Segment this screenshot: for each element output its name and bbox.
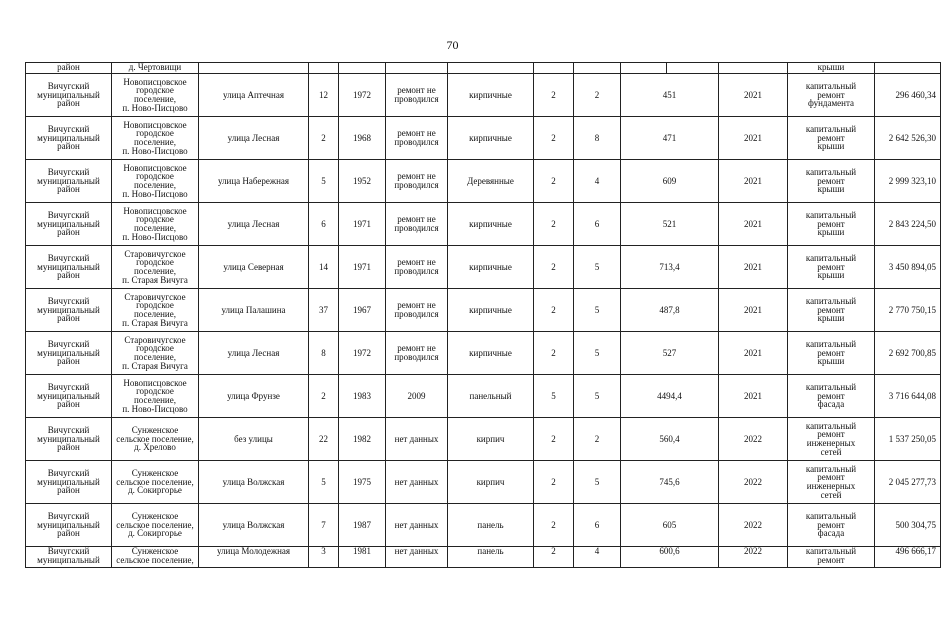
table-cell: кирпичные bbox=[448, 117, 534, 160]
table-cell bbox=[875, 63, 941, 74]
table-row bbox=[26, 160, 941, 203]
table-cell: 1972 bbox=[339, 74, 386, 117]
table-cell: улица Аптечная bbox=[199, 74, 309, 117]
table-cell: улица Лесная bbox=[199, 332, 309, 375]
page-number: 70 bbox=[446, 38, 459, 52]
table-cell: улица Лесная bbox=[199, 117, 309, 160]
table-cell: 37 bbox=[309, 289, 339, 332]
table-cell: 5 bbox=[309, 461, 339, 504]
table-cell: Старовичугское городское поселение, п. Старая Вичуга bbox=[112, 289, 199, 332]
table-cell: 1968 bbox=[339, 117, 386, 160]
table-cell: 2 bbox=[534, 74, 574, 117]
table-cell: 2 bbox=[309, 375, 339, 418]
table-cell: 2 bbox=[534, 160, 574, 203]
table-cell: капитальный ремонт крыши bbox=[788, 160, 875, 203]
table-cell: 2 bbox=[574, 418, 621, 461]
table-cell: 600,6 bbox=[621, 547, 719, 568]
table-cell: 2021 bbox=[719, 74, 788, 117]
table-cell: Вичугский муниципальный район bbox=[26, 203, 112, 246]
table-cell: 3 450 894,05 bbox=[875, 246, 941, 289]
table-row bbox=[26, 246, 941, 289]
table-row bbox=[26, 289, 941, 332]
table-row bbox=[26, 504, 941, 547]
table-row bbox=[26, 547, 941, 568]
table-cell: 2 bbox=[534, 117, 574, 160]
table-cell: 2022 bbox=[719, 504, 788, 547]
table-cell bbox=[199, 63, 309, 74]
table-cell bbox=[574, 63, 621, 74]
table-cell: кирпичные bbox=[448, 289, 534, 332]
table-cell: 609 bbox=[621, 160, 719, 203]
table-cell: 5 bbox=[574, 461, 621, 504]
table-cell: Сунженское сельское поселение, д. Хрелово bbox=[112, 418, 199, 461]
table-cell: 1975 bbox=[339, 461, 386, 504]
table-cell: кирпич bbox=[448, 461, 534, 504]
table-cell: 1952 bbox=[339, 160, 386, 203]
table-cell: 2022 bbox=[719, 418, 788, 461]
table-cell bbox=[621, 63, 667, 74]
table-cell: кирпичные bbox=[448, 203, 534, 246]
table-cell: 521 bbox=[621, 203, 719, 246]
table-cell: капитальный ремонт крыши bbox=[788, 203, 875, 246]
table-cell: Старовичугское городское поселение, п. Старая Вичуга bbox=[112, 332, 199, 375]
table-cell: д. Чертовищи bbox=[112, 63, 199, 74]
repair-register-table bbox=[25, 62, 941, 568]
table-cell: 5 bbox=[574, 246, 621, 289]
table-row bbox=[26, 461, 941, 504]
table-cell: 2021 bbox=[719, 117, 788, 160]
table-cell: кирпичные bbox=[448, 74, 534, 117]
table-cell: 5 bbox=[574, 289, 621, 332]
table-cell: ремонт не проводился bbox=[386, 332, 448, 375]
table-cell: 12 bbox=[309, 74, 339, 117]
table-cell: 22 bbox=[309, 418, 339, 461]
table-cell: 605 bbox=[621, 504, 719, 547]
table-cell: 8 bbox=[574, 117, 621, 160]
table-cell: 496 666,17 bbox=[875, 547, 941, 568]
table-cell: улица Набережная bbox=[199, 160, 309, 203]
table-cell: Вичугский муниципальный район bbox=[26, 332, 112, 375]
table-cell: ремонт не проводился bbox=[386, 117, 448, 160]
table-cell: капитальный ремонт крыши bbox=[788, 117, 875, 160]
table-cell: Новописцовское городское поселение, п. Ново-Писцово bbox=[112, 74, 199, 117]
table-cell: 5 bbox=[534, 375, 574, 418]
table-cell: 2009 bbox=[386, 375, 448, 418]
table-cell: 1971 bbox=[339, 203, 386, 246]
table-cell: Новописцовское городское поселение, п. Ново-Писцово bbox=[112, 375, 199, 418]
table-cell: ремонт не проводился bbox=[386, 203, 448, 246]
table-cell: улица Волжская bbox=[199, 461, 309, 504]
table-cell: 745,6 bbox=[621, 461, 719, 504]
table-cell: Вичугский муниципальный район bbox=[26, 289, 112, 332]
table-cell: улица Палашина bbox=[199, 289, 309, 332]
table-cell: Старовичугское городское поселение, п. Старая Вичуга bbox=[112, 246, 199, 289]
table-row bbox=[26, 418, 941, 461]
table-cell: Вичугский муниципальный район bbox=[26, 504, 112, 547]
table-cell: 2 bbox=[534, 504, 574, 547]
table-cell: капитальный ремонт фасада bbox=[788, 504, 875, 547]
table-cell: 2021 bbox=[719, 160, 788, 203]
table-cell: капитальный ремонт bbox=[788, 547, 875, 568]
table-cell: 8 bbox=[309, 332, 339, 375]
table-cell: Новописцовское городское поселение, п. Ново-Писцово bbox=[112, 117, 199, 160]
table-cell: 2 770 750,15 bbox=[875, 289, 941, 332]
table-cell: 3 716 644,08 bbox=[875, 375, 941, 418]
table-cell: 2021 bbox=[719, 246, 788, 289]
table-cell bbox=[534, 63, 574, 74]
table-cell: Деревянные bbox=[448, 160, 534, 203]
table-cell: 2 bbox=[534, 418, 574, 461]
table-cell: Вичугский муниципальный район bbox=[26, 418, 112, 461]
table-cell: панель bbox=[448, 504, 534, 547]
table-cell: Новописцовское городское поселение, п. Ново-Писцово bbox=[112, 203, 199, 246]
table-row bbox=[26, 332, 941, 375]
table-cell: улица Фрунзе bbox=[199, 375, 309, 418]
table-cell: 451 bbox=[621, 74, 719, 117]
table-cell: 2 bbox=[534, 461, 574, 504]
table-cell: 4494,4 bbox=[621, 375, 719, 418]
table-cell: Сунженское сельское поселение, д. Сокиргорье bbox=[112, 461, 199, 504]
table-cell: Вичугский муниципальный район bbox=[26, 160, 112, 203]
table-cell: 1987 bbox=[339, 504, 386, 547]
table-row bbox=[26, 375, 941, 418]
table-cell: капитальный ремонт крыши bbox=[788, 289, 875, 332]
table-cell: капитальный ремонт инженерных сетей bbox=[788, 418, 875, 461]
table-cell: нет данных bbox=[386, 547, 448, 568]
table-cell: ремонт не проводился bbox=[386, 160, 448, 203]
table-cell: 1981 bbox=[339, 547, 386, 568]
table-cell: 2 045 277,73 bbox=[875, 461, 941, 504]
table-cell: Вичугский муниципальный район bbox=[26, 246, 112, 289]
table-cell: 1982 bbox=[339, 418, 386, 461]
table-cell: 2022 bbox=[719, 547, 788, 568]
table-cell: 1967 bbox=[339, 289, 386, 332]
table-cell: нет данных bbox=[386, 418, 448, 461]
table-cell: 6 bbox=[574, 504, 621, 547]
table-cell: 5 bbox=[574, 332, 621, 375]
table-cell: 2021 bbox=[719, 332, 788, 375]
table-row bbox=[26, 203, 941, 246]
table-cell: Сунженское сельское поселение, д. Сокиргорье bbox=[112, 504, 199, 547]
table-cell: 1983 bbox=[339, 375, 386, 418]
table-cell: 4 bbox=[574, 160, 621, 203]
table-cell: Вичугский муниципальный район bbox=[26, 375, 112, 418]
table-cell: 4 bbox=[574, 547, 621, 568]
table-cell: панельный bbox=[448, 375, 534, 418]
table-cell: капитальный ремонт фасада bbox=[788, 375, 875, 418]
table-cell: ремонт не проводился bbox=[386, 289, 448, 332]
table-cell: улица Молодежная bbox=[199, 547, 309, 568]
table-cell: 7 bbox=[309, 504, 339, 547]
table-cell: улица Лесная bbox=[199, 203, 309, 246]
table-cell: 3 bbox=[309, 547, 339, 568]
table-cell: крыши bbox=[788, 63, 875, 74]
table-cell: 2 bbox=[534, 332, 574, 375]
table-row bbox=[26, 74, 941, 117]
table-cell: ремонт не проводился bbox=[386, 246, 448, 289]
table-cell: кирпичные bbox=[448, 246, 534, 289]
table-cell: Новописцовское городское поселение, п. Ново-Писцово bbox=[112, 160, 199, 203]
table-cell: кирпич bbox=[448, 418, 534, 461]
table-cell: нет данных bbox=[386, 461, 448, 504]
table-cell: 2 692 700,85 bbox=[875, 332, 941, 375]
table-cell: без улицы bbox=[199, 418, 309, 461]
table-cell bbox=[386, 63, 448, 74]
table-cell: 2 bbox=[309, 117, 339, 160]
table-cell: 2 999 323,10 bbox=[875, 160, 941, 203]
table-cell: ремонт не проводился bbox=[386, 74, 448, 117]
table-cell: 6 bbox=[309, 203, 339, 246]
table-cell bbox=[339, 63, 386, 74]
table-cell: 296 460,34 bbox=[875, 74, 941, 117]
table-cell: 2 bbox=[534, 547, 574, 568]
table-cell: капитальный ремонт инженерных сетей bbox=[788, 461, 875, 504]
table-cell: 2 bbox=[534, 246, 574, 289]
table-cell: 2021 bbox=[719, 289, 788, 332]
table-cell: 2021 bbox=[719, 203, 788, 246]
table-cell: улица Северная bbox=[199, 246, 309, 289]
table-cell bbox=[448, 63, 534, 74]
table-cell: капитальный ремонт крыши bbox=[788, 246, 875, 289]
table-cell: Вичугский муниципальный bbox=[26, 547, 112, 568]
table-row bbox=[26, 117, 941, 160]
table-cell: 2021 bbox=[719, 375, 788, 418]
table-cell: 1971 bbox=[339, 246, 386, 289]
table-cell: улица Волжская bbox=[199, 504, 309, 547]
table-cell: 2 bbox=[534, 203, 574, 246]
table-cell: 5 bbox=[574, 375, 621, 418]
table-cell: Вичугский муниципальный район bbox=[26, 74, 112, 117]
table-cell: Сунженское сельское поселение, bbox=[112, 547, 199, 568]
table-cell: 14 bbox=[309, 246, 339, 289]
table-cell: панель bbox=[448, 547, 534, 568]
table-cell: 713,4 bbox=[621, 246, 719, 289]
table-cell: 2022 bbox=[719, 461, 788, 504]
table-cell: капитальный ремонт крыши bbox=[788, 332, 875, 375]
table-cell: 487,8 bbox=[621, 289, 719, 332]
table-cell: 2 bbox=[534, 289, 574, 332]
table-cell: Вичугский муниципальный район bbox=[26, 117, 112, 160]
table-cell bbox=[719, 63, 788, 74]
table-cell: 6 bbox=[574, 203, 621, 246]
table-cell: 471 bbox=[621, 117, 719, 160]
table-cell: 2 843 224,50 bbox=[875, 203, 941, 246]
table-cell: капитальный ремонт фундамента bbox=[788, 74, 875, 117]
table-cell: 2 642 526,30 bbox=[875, 117, 941, 160]
table-cell: 560,4 bbox=[621, 418, 719, 461]
table-row bbox=[26, 63, 941, 74]
table-cell: нет данных bbox=[386, 504, 448, 547]
table-cell bbox=[309, 63, 339, 74]
table-cell: 2 bbox=[574, 74, 621, 117]
table-cell: 527 bbox=[621, 332, 719, 375]
table-cell: 1972 bbox=[339, 332, 386, 375]
table-cell: 1 537 250,05 bbox=[875, 418, 941, 461]
table-cell: кирпичные bbox=[448, 332, 534, 375]
table-cell: район bbox=[26, 63, 112, 74]
table-cell: Вичугский муниципальный район bbox=[26, 461, 112, 504]
table-cell bbox=[667, 63, 719, 74]
table-cell: 5 bbox=[309, 160, 339, 203]
table-cell: 500 304,75 bbox=[875, 504, 941, 547]
